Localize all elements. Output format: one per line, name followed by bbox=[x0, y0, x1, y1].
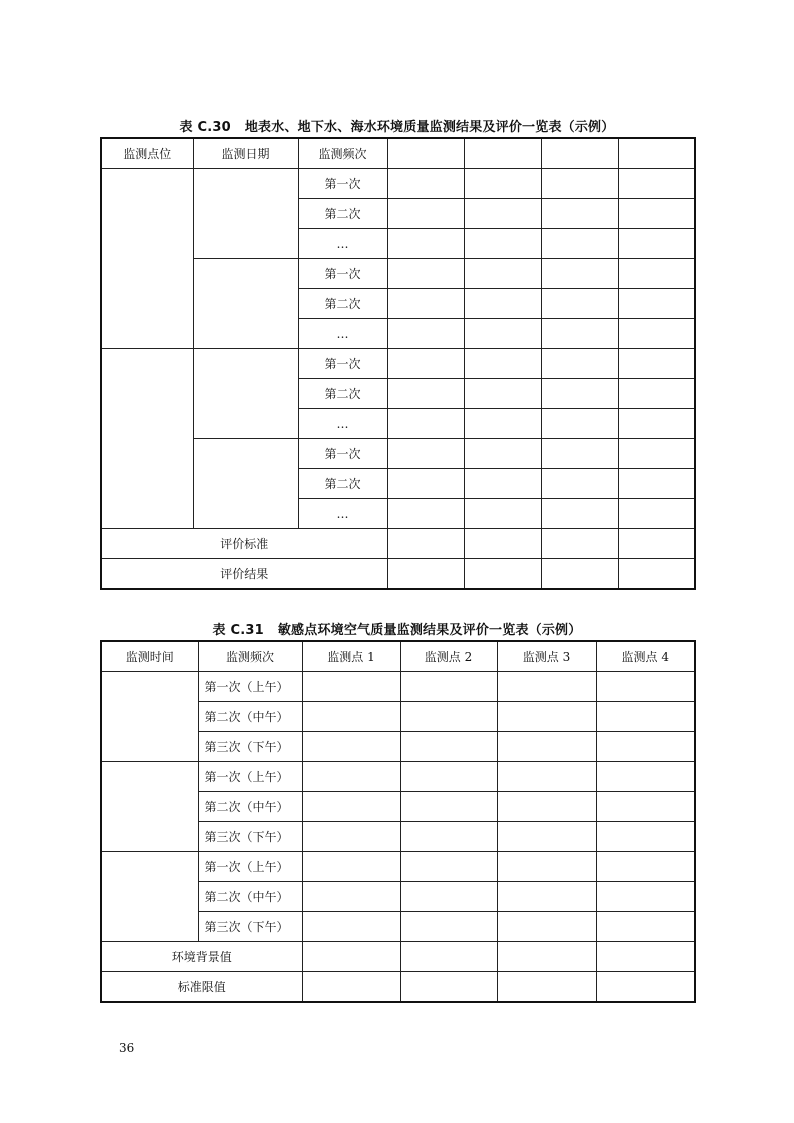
empty-cell bbox=[541, 259, 618, 289]
empty-cell bbox=[400, 852, 497, 882]
freq-cell: 第一次 bbox=[298, 169, 387, 199]
empty-cell bbox=[464, 289, 541, 319]
empty-cell bbox=[541, 138, 618, 169]
empty-cell bbox=[541, 379, 618, 409]
empty-cell bbox=[400, 942, 497, 972]
empty-cell bbox=[387, 499, 464, 529]
empty-cell bbox=[618, 349, 695, 379]
freq-cell: 第二次 bbox=[298, 379, 387, 409]
empty-cell bbox=[541, 439, 618, 469]
table-c30-title: 地表水、地下水、海水环境质量监测结果及评价一览表（示例） bbox=[244, 120, 615, 135]
empty-cell bbox=[541, 199, 618, 229]
empty-cell bbox=[387, 199, 464, 229]
empty-cell bbox=[387, 349, 464, 379]
empty-cell bbox=[541, 289, 618, 319]
table-c31-number: 表 C.31 bbox=[212, 623, 264, 638]
table-c31 bbox=[100, 640, 696, 1003]
empty-cell bbox=[302, 972, 400, 1003]
empty-cell bbox=[596, 732, 695, 762]
empty-cell bbox=[618, 499, 695, 529]
empty-cell bbox=[464, 319, 541, 349]
empty-cell bbox=[596, 852, 695, 882]
header-cell: 监测点位 bbox=[101, 138, 193, 169]
table-header-row bbox=[101, 138, 695, 169]
date-cell bbox=[193, 259, 298, 349]
date-cell bbox=[193, 349, 298, 439]
empty-cell bbox=[464, 439, 541, 469]
header-cell: 监测点 1 bbox=[302, 641, 400, 672]
header-cell: 监测日期 bbox=[193, 138, 298, 169]
header-cell: 监测点 2 bbox=[400, 641, 497, 672]
location-cell bbox=[101, 169, 193, 349]
freq-cell: 第二次 bbox=[298, 199, 387, 229]
empty-cell bbox=[497, 912, 596, 942]
standard-limit-label: 标准限值 bbox=[101, 972, 302, 1003]
empty-cell bbox=[400, 702, 497, 732]
evaluation-result-label: 评价结果 bbox=[101, 559, 387, 590]
freq-cell: 第一次 bbox=[298, 349, 387, 379]
empty-cell bbox=[497, 882, 596, 912]
empty-cell bbox=[497, 672, 596, 702]
empty-cell bbox=[400, 822, 497, 852]
empty-cell bbox=[618, 229, 695, 259]
freq-cell: … bbox=[298, 409, 387, 439]
evaluation-standard-label: 评价标准 bbox=[101, 529, 387, 559]
table-row bbox=[101, 762, 695, 792]
empty-cell bbox=[541, 229, 618, 259]
empty-cell bbox=[302, 822, 400, 852]
empty-cell bbox=[618, 469, 695, 499]
empty-cell bbox=[464, 469, 541, 499]
empty-cell bbox=[387, 289, 464, 319]
empty-cell bbox=[596, 912, 695, 942]
empty-cell bbox=[618, 529, 695, 559]
empty-cell bbox=[400, 912, 497, 942]
freq-cell: 第一次 bbox=[298, 259, 387, 289]
empty-cell bbox=[464, 169, 541, 199]
empty-cell bbox=[541, 499, 618, 529]
empty-cell bbox=[464, 559, 541, 590]
empty-cell bbox=[596, 972, 695, 1003]
empty-cell bbox=[400, 732, 497, 762]
empty-cell bbox=[387, 138, 464, 169]
freq-cell: 第一次 bbox=[298, 439, 387, 469]
empty-cell bbox=[541, 319, 618, 349]
empty-cell bbox=[497, 852, 596, 882]
empty-cell bbox=[497, 702, 596, 732]
table-row bbox=[101, 169, 695, 199]
freq-cell: 第一次（上午） bbox=[198, 672, 302, 702]
location-cell bbox=[101, 349, 193, 529]
empty-cell bbox=[387, 559, 464, 590]
empty-cell bbox=[464, 529, 541, 559]
empty-cell bbox=[464, 229, 541, 259]
empty-cell bbox=[302, 762, 400, 792]
empty-cell bbox=[464, 199, 541, 229]
empty-cell bbox=[464, 349, 541, 379]
empty-cell bbox=[596, 882, 695, 912]
empty-cell bbox=[596, 792, 695, 822]
empty-cell bbox=[596, 702, 695, 732]
empty-cell bbox=[497, 972, 596, 1003]
table-row bbox=[101, 852, 695, 882]
empty-cell bbox=[541, 529, 618, 559]
empty-cell bbox=[400, 792, 497, 822]
empty-cell bbox=[400, 882, 497, 912]
empty-cell bbox=[464, 138, 541, 169]
empty-cell bbox=[302, 882, 400, 912]
empty-cell bbox=[302, 792, 400, 822]
header-cell: 监测时间 bbox=[101, 641, 198, 672]
empty-cell bbox=[618, 169, 695, 199]
empty-cell bbox=[497, 822, 596, 852]
freq-cell: 第三次（下午） bbox=[198, 732, 302, 762]
date-cell bbox=[193, 439, 298, 529]
table-row bbox=[101, 349, 695, 379]
empty-cell bbox=[618, 439, 695, 469]
table-footer-row bbox=[101, 942, 695, 972]
empty-cell bbox=[400, 762, 497, 792]
empty-cell bbox=[618, 259, 695, 289]
empty-cell bbox=[387, 439, 464, 469]
header-cell: 监测点 3 bbox=[497, 641, 596, 672]
freq-cell: 第二次（中午） bbox=[198, 702, 302, 732]
empty-cell bbox=[497, 942, 596, 972]
table-c30-number: 表 C.30 bbox=[179, 120, 231, 135]
empty-cell bbox=[497, 792, 596, 822]
empty-cell bbox=[302, 732, 400, 762]
empty-cell bbox=[387, 169, 464, 199]
freq-cell: 第二次 bbox=[298, 289, 387, 319]
empty-cell bbox=[387, 469, 464, 499]
time-cell bbox=[101, 852, 198, 942]
empty-cell bbox=[618, 319, 695, 349]
freq-cell: … bbox=[298, 499, 387, 529]
empty-cell bbox=[596, 672, 695, 702]
table-footer-row bbox=[101, 559, 695, 590]
empty-cell bbox=[618, 379, 695, 409]
table-row bbox=[101, 672, 695, 702]
empty-cell bbox=[618, 559, 695, 590]
empty-cell bbox=[541, 169, 618, 199]
empty-cell bbox=[618, 289, 695, 319]
empty-cell bbox=[596, 942, 695, 972]
freq-cell: … bbox=[298, 229, 387, 259]
empty-cell bbox=[596, 762, 695, 792]
empty-cell bbox=[618, 409, 695, 439]
empty-cell bbox=[596, 822, 695, 852]
empty-cell bbox=[541, 559, 618, 590]
empty-cell bbox=[464, 379, 541, 409]
page-number: 36 bbox=[119, 1041, 135, 1055]
freq-cell: 第一次（上午） bbox=[198, 852, 302, 882]
time-cell bbox=[101, 762, 198, 852]
freq-cell: 第二次（中午） bbox=[198, 792, 302, 822]
header-cell: 监测点 4 bbox=[596, 641, 695, 672]
freq-cell: 第三次（下午） bbox=[198, 822, 302, 852]
freq-cell: 第一次（上午） bbox=[198, 762, 302, 792]
table-c31-title: 敏感点环境空气质量监测结果及评价一览表（示例） bbox=[277, 623, 582, 638]
table-c30 bbox=[100, 137, 696, 590]
empty-cell bbox=[302, 912, 400, 942]
empty-cell bbox=[387, 529, 464, 559]
empty-cell bbox=[302, 852, 400, 882]
time-cell bbox=[101, 672, 198, 762]
empty-cell bbox=[400, 972, 497, 1003]
table-footer-row bbox=[101, 972, 695, 1003]
empty-cell bbox=[464, 499, 541, 529]
empty-cell bbox=[400, 672, 497, 702]
empty-cell bbox=[497, 762, 596, 792]
table-c30-caption bbox=[0, 116, 794, 135]
empty-cell bbox=[387, 409, 464, 439]
empty-cell bbox=[387, 259, 464, 289]
empty-cell bbox=[387, 229, 464, 259]
empty-cell bbox=[387, 319, 464, 349]
empty-cell bbox=[464, 259, 541, 289]
empty-cell bbox=[618, 199, 695, 229]
header-cell: 监测频次 bbox=[198, 641, 302, 672]
table-header-row bbox=[101, 641, 695, 672]
empty-cell bbox=[541, 349, 618, 379]
empty-cell bbox=[541, 469, 618, 499]
table-footer-row bbox=[101, 529, 695, 559]
date-cell bbox=[193, 169, 298, 259]
freq-cell: 第二次 bbox=[298, 469, 387, 499]
background-value-label: 环境背景值 bbox=[101, 942, 302, 972]
empty-cell bbox=[302, 942, 400, 972]
empty-cell bbox=[497, 732, 596, 762]
empty-cell bbox=[302, 702, 400, 732]
freq-cell: 第三次（下午） bbox=[198, 912, 302, 942]
header-cell: 监测频次 bbox=[298, 138, 387, 169]
empty-cell bbox=[464, 409, 541, 439]
empty-cell bbox=[302, 672, 400, 702]
freq-cell: 第二次（中午） bbox=[198, 882, 302, 912]
freq-cell: … bbox=[298, 319, 387, 349]
empty-cell bbox=[541, 409, 618, 439]
table-c31-caption bbox=[0, 619, 794, 638]
empty-cell bbox=[387, 379, 464, 409]
empty-cell bbox=[618, 138, 695, 169]
